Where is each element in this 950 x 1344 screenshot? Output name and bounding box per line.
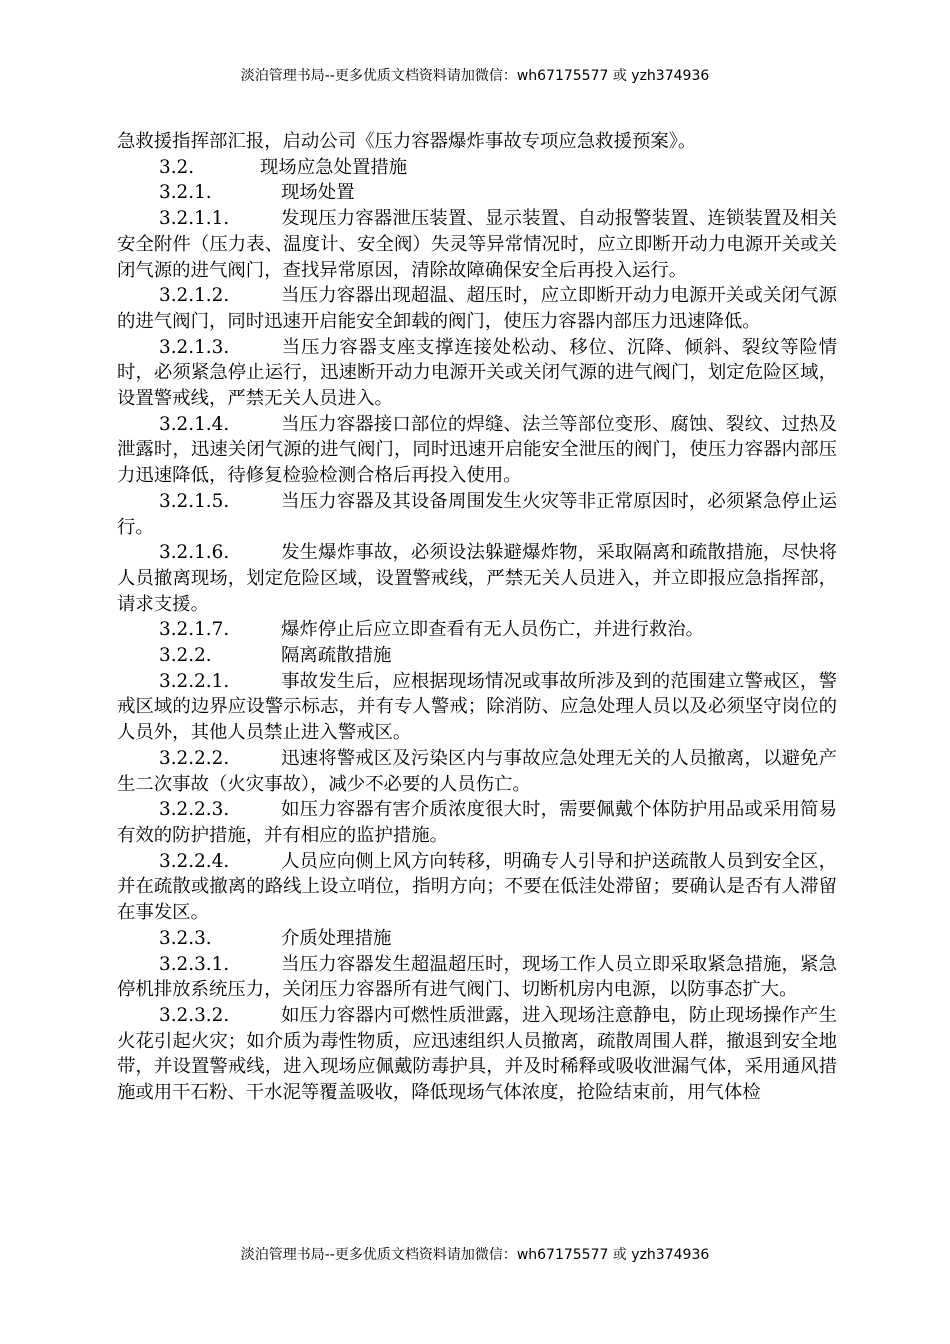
clause-number: 3.2.2.3. — [159, 799, 230, 821]
clause-text: 当压力容器支座支撑连接处松动、移位、沉降、倾斜、裂纹等险情时，必须紧急停止运行，迅速断开动力电源开关或关闭气源的进气阀门，划定危险区域，设置警戒线，严禁无关人员进入。 — [117, 336, 837, 410]
clause-text: 当压力容器接口部位的焊缝、法兰等部位变形、腐蚀、裂纹、过热及泄露时，迅速关闭气源的进气阀门，同时迅速开启能安全泄压的阀门，使压力容器内部压力迅速降低，待修复检验检测合格后再投入使用。 — [117, 413, 837, 487]
section-3-2-heading — [117, 155, 837, 181]
paragraph-3-2-1-1 — [117, 206, 837, 283]
clause-text: 如压力容器内可燃性质泄露，进入现场注意静电，防止现场操作产生火花引起火灾；如介质为毒性物质，应迅速组织人员撤离，疏散周围人群，撤退到安全地带，并设置警戒线，进入现场应佩戴防毒护具，并及时稀释或吸收泄漏气体，采用通风措施或用干石粉、干水泥等覆盖吸收，降低现场气体浓度，抢险结束前，用气体检 — [117, 1004, 837, 1104]
clause-number: 3.2.2.4. — [159, 850, 230, 872]
paragraph-3-2-2-2 — [117, 746, 837, 797]
paragraph-3-2-1-3 — [117, 335, 837, 412]
section-number: 3.2.2. — [159, 645, 212, 667]
intro-paragraph: 急救援指挥部汇报，启动公司《压力容器爆炸事故专项应急救援预案》。 — [117, 131, 697, 152]
clause-text: 爆炸停止后应立即查看有无人员伤亡，并进行救治。 — [281, 619, 704, 641]
paragraph-3-2-2-1 — [117, 669, 837, 746]
paragraph-3-2-2-3 — [117, 797, 837, 848]
clause-text: 如压力容器有害介质浓度很大时，需要佩戴个体防护用品或采用简易有效的防护措施，并有相应的监护措施。 — [117, 799, 837, 846]
paragraph-3-2-2-4 — [117, 849, 837, 926]
section-3-2-2-heading — [117, 643, 837, 669]
section-3-2-3-heading — [117, 926, 837, 952]
clause-number: 3.2.1.7. — [159, 619, 230, 641]
page-header: 淡泊管理书局--更多优质文档资料请加微信：wh67175577 或 yzh374936 — [240, 68, 710, 84]
clause-number: 3.2.3.2. — [159, 1004, 230, 1026]
clause-text: 发生爆炸事故，必须设法躲避爆炸物，采取隔离和疏散措施，尽快将人员撤离现场，划定危险区域，设置警戒线，严禁无关人员进入，并立即报应急指挥部，请求支援。 — [117, 542, 837, 615]
clause-number: 3.2.1.1. — [159, 208, 230, 230]
section-number: 3.2. — [159, 156, 195, 178]
clause-text: 迅速将警戒区及污染区内与事故应急处理无关的人员撤离，以避免产生二次事故（火灾事故），减少不必要的人员伤亡。 — [117, 747, 837, 795]
clause-text: 发现压力容器泄压装置、显示装置、自动报警装置、连锁装置及相关安全附件（压力表、温度计、安全阀）失灵等异常情况时，应立即断开动力电源开关或关闭气源的进气阀门，查找异常原因，清除故障确保安全后再投入运行。 — [117, 208, 837, 281]
document-body — [117, 129, 837, 1106]
clause-number: 3.2.1.6. — [159, 542, 230, 564]
paragraph-3-2-3-1 — [117, 952, 837, 1003]
clause-number: 3.2.2.1. — [159, 670, 230, 692]
clause-text: 人员应向侧上风方向转移，明确专人引导和护送疏散人员到安全区，并在疏散或撤离的路线上设立哨位，指明方向；不要在低洼处滞留；要确认是否有人滞留在事发区。 — [117, 850, 837, 924]
section-title: 隔离疏散措施 — [281, 645, 392, 667]
section-title: 介质处理措施 — [281, 927, 392, 949]
section-number: 3.2.3. — [159, 927, 212, 949]
clause-text: 当压力容器出现超温、超压时，应立即断开动力电源开关或关闭气源的进气阀门，同时迅速开启能安全卸载的阀门，使压力容器内部压力迅速降低。 — [117, 285, 837, 332]
clause-number: 3.2.1.5. — [159, 490, 230, 512]
clause-number: 3.2.1.2. — [159, 285, 230, 307]
paragraph-3-2-1-4 — [117, 412, 837, 489]
clause-number: 3.2.3.1. — [159, 953, 230, 975]
clause-number: 3.2.1.3. — [159, 336, 230, 358]
section-3-2-1-heading — [117, 180, 837, 206]
section-title: 现场应急处置措施 — [260, 156, 408, 178]
clause-text: 当压力容器及其设备周围发生火灾等非正常原因时，必须紧急停止运行。 — [117, 490, 837, 538]
section-number: 3.2.1. — [159, 182, 212, 204]
clause-text: 当压力容器发生超温超压时，现场工作人员立即采取紧急措施，紧急停机排放系统压力，关闭压力容器所有进气阀门、切断机房内电源，以防事态扩大。 — [117, 953, 837, 1001]
paragraph-3-2-1-6 — [117, 540, 837, 617]
paragraph-3-2-1-2 — [117, 283, 837, 334]
paragraph-3-2-1-5 — [117, 489, 837, 540]
section-title: 现场处置 — [281, 182, 355, 204]
clause-number: 3.2.2.2. — [159, 747, 230, 769]
clause-text: 事故发生后，应根据现场情况或事故所涉及到的范围建立警戒区，警戒区域的边界应设警示标志，并有专人警戒；除消防、应急处理人员以及必须坚守岗位的人员外，其他人员禁止进入警戒区。 — [117, 670, 837, 744]
clause-number: 3.2.1.4. — [159, 413, 230, 435]
page-footer: 淡泊管理书局--更多优质文档资料请加微信：wh67175577 或 yzh374936 — [240, 1247, 710, 1263]
paragraph-3-2-3-2 — [117, 1003, 837, 1106]
paragraph-3-2-1-7 — [117, 617, 837, 643]
